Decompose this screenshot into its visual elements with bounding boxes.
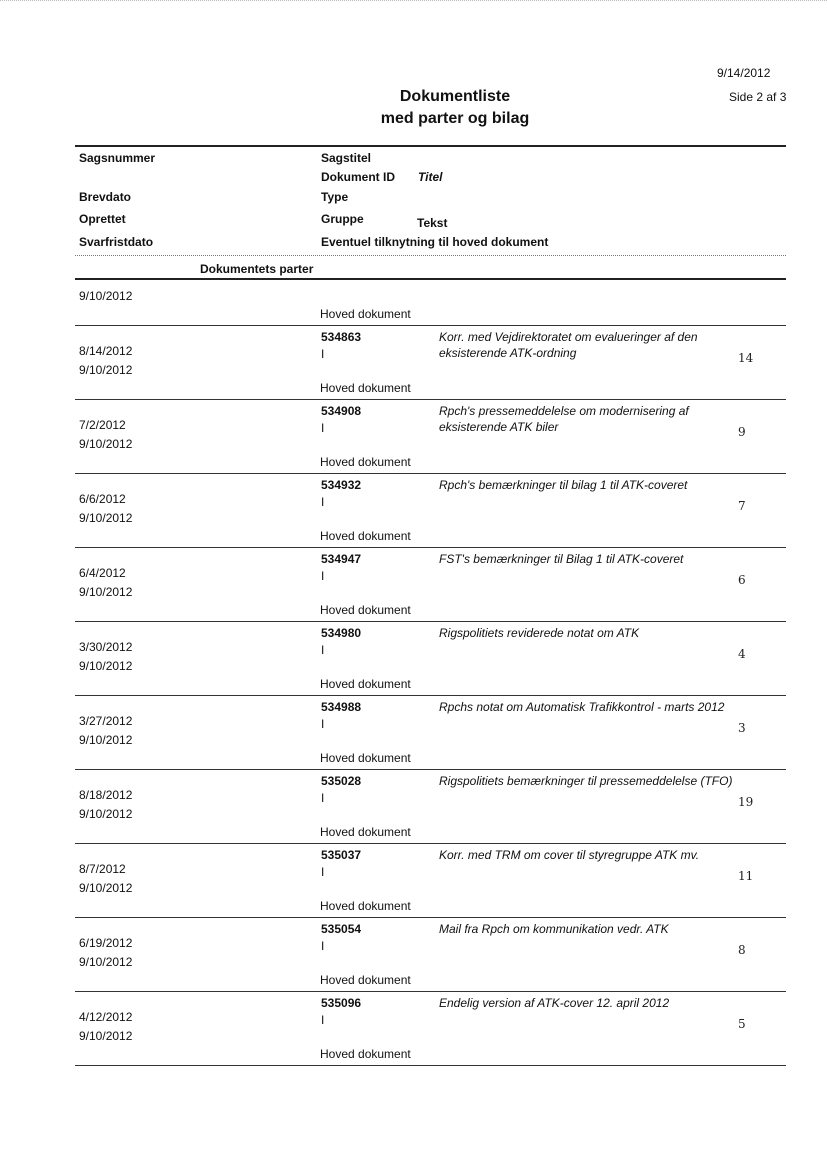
- brevdato: 6/4/2012: [79, 566, 126, 580]
- document-record: [0, 991, 827, 1065]
- document-type: I: [321, 495, 325, 509]
- handwritten-page-number: 4: [738, 647, 746, 661]
- brevdato: 7/2/2012: [79, 418, 126, 432]
- document-id: 535096: [321, 996, 362, 1010]
- page-number: Side 2 af 3: [729, 90, 787, 104]
- handwritten-page-number: 8: [738, 943, 746, 957]
- document-record: [0, 399, 827, 473]
- document-relation: Hoved dokument: [320, 825, 411, 839]
- document-relation: Hoved dokument: [320, 529, 411, 543]
- oprettet-date: 9/10/2012: [79, 585, 133, 599]
- handwritten-page-number: 14: [738, 351, 754, 365]
- oprettet-date: 9/10/2012: [79, 437, 133, 451]
- oprettet-date: 9/10/2012: [79, 955, 133, 969]
- oprettet-date: 9/10/2012: [79, 511, 133, 525]
- oprettet-date: 9/10/2012: [79, 733, 133, 747]
- brevdato: 4/12/2012: [79, 1010, 133, 1024]
- document-title: Endelig version af ATK-cover 12. april 2012: [439, 996, 670, 1010]
- col-parter: Dokumentets parter: [200, 262, 314, 276]
- document-type: I: [321, 791, 325, 805]
- col-oprettet: Oprettet: [79, 212, 126, 226]
- document-title: Rpch's bemærkninger til bilag 1 til ATK-coveret: [439, 478, 688, 492]
- document-id: 535037: [321, 848, 362, 862]
- legend-divider: [75, 255, 786, 256]
- print-date: 9/14/2012: [717, 66, 771, 80]
- document-relation: Hoved dokument: [320, 1047, 411, 1061]
- first-record-date: 9/10/2012: [79, 289, 133, 303]
- document-id: 534988: [321, 700, 362, 714]
- document-relation: Hoved dokument: [320, 973, 411, 987]
- document-id: 534932: [321, 478, 362, 492]
- document-type: I: [321, 1013, 325, 1027]
- brevdato: 8/7/2012: [79, 862, 126, 876]
- document-record: [0, 769, 827, 843]
- col-sagsnummer: Sagsnummer: [79, 151, 156, 165]
- oprettet-date: 9/10/2012: [79, 659, 133, 673]
- document-type: I: [321, 939, 325, 953]
- document-relation: Hoved dokument: [320, 751, 411, 765]
- col-dokument-id: Dokument ID: [321, 170, 396, 184]
- document-id: 534980: [321, 626, 362, 640]
- brevdato: 3/30/2012: [79, 640, 133, 654]
- handwritten-page-number: 19: [738, 795, 754, 809]
- document-type: I: [321, 569, 325, 583]
- oprettet-date: 9/10/2012: [79, 881, 133, 895]
- col-brevdato: Brevdato: [79, 190, 132, 204]
- handwritten-page-number: 5: [738, 1017, 746, 1031]
- oprettet-date: 9/10/2012: [79, 807, 133, 821]
- scan-edge: [0, 0, 827, 5]
- document-type: I: [321, 347, 325, 361]
- document-type: I: [321, 865, 325, 879]
- brevdato: 6/19/2012: [79, 936, 133, 950]
- document-record: [0, 325, 827, 399]
- document-id: 535028: [321, 774, 362, 788]
- document-title: Mail fra Rpch om kommunikation vedr. ATK: [439, 922, 669, 936]
- document-title: Rigspolitiets bemærkninger til pressemeddelelse (TFO): [439, 774, 733, 788]
- handwritten-page-number: 11: [738, 869, 754, 883]
- document-record: [0, 473, 827, 547]
- document-record: [0, 621, 827, 695]
- col-gruppe: Gruppe: [321, 212, 364, 226]
- oprettet-date: 9/10/2012: [79, 363, 133, 377]
- header-rule: [75, 145, 786, 147]
- brevdato: 8/14/2012: [79, 344, 133, 358]
- col-tekst: Tekst: [417, 216, 448, 230]
- document-record: [0, 917, 827, 991]
- oprettet-date: 9/10/2012: [79, 1029, 133, 1043]
- brevdato: 6/6/2012: [79, 492, 126, 506]
- brevdato: 8/18/2012: [79, 788, 133, 802]
- page-subtitle: med parter og bilag: [380, 110, 530, 127]
- record-divider: [75, 1065, 786, 1066]
- document-type: I: [321, 421, 325, 435]
- col-sagstitel: Sagstitel: [321, 151, 372, 165]
- legend-rule: [75, 278, 786, 280]
- document-relation: Hoved dokument: [320, 603, 411, 617]
- handwritten-page-number: 3: [738, 721, 746, 735]
- col-eventuel: Eventuel tilknytning til hoved dokument: [321, 235, 549, 249]
- col-svarfristdato: Svarfristdato: [79, 235, 154, 249]
- handwritten-page-number: 6: [738, 573, 746, 587]
- document-title: Rigspolitiets reviderede notat om ATK: [439, 626, 640, 640]
- document-id: 534863: [321, 330, 362, 344]
- document-relation: Hoved dokument: [320, 455, 411, 469]
- document-title: Korr. med TRM om cover til styregruppe ATK mv.: [439, 848, 700, 862]
- document-relation: Hoved dokument: [320, 677, 411, 691]
- col-type: Type: [321, 190, 349, 204]
- handwritten-page-number: 9: [738, 425, 746, 439]
- page-title: Dokumentliste: [399, 88, 511, 105]
- document-type: I: [321, 717, 325, 731]
- document-record: [0, 547, 827, 621]
- document-relation: Hoved dokument: [320, 381, 411, 395]
- document-id: 534908: [321, 404, 362, 418]
- document-record: [0, 843, 827, 917]
- col-titel: Titel: [418, 170, 443, 184]
- first-record-relation: Hoved dokument: [320, 307, 411, 321]
- document-type: I: [321, 643, 325, 657]
- document-title: FST's bemærkninger til Bilag 1 til ATK-coveret: [439, 552, 684, 566]
- document-record: [0, 695, 827, 769]
- document-id: 534947: [321, 552, 362, 566]
- document-title: Korr. med Vejdirektoratet om evalueringer af den eksisterende ATK-ordning: [439, 330, 698, 360]
- document-id: 535054: [321, 922, 362, 936]
- document-relation: Hoved dokument: [320, 899, 411, 913]
- document-title: Rpchs notat om Automatisk Trafikkontrol - marts 2012: [439, 700, 725, 714]
- brevdato: 3/27/2012: [79, 714, 133, 728]
- document-title: Rpch's pressemeddelelse om modernisering af eksisterende ATK biler: [439, 404, 689, 434]
- handwritten-page-number: 7: [738, 499, 746, 513]
